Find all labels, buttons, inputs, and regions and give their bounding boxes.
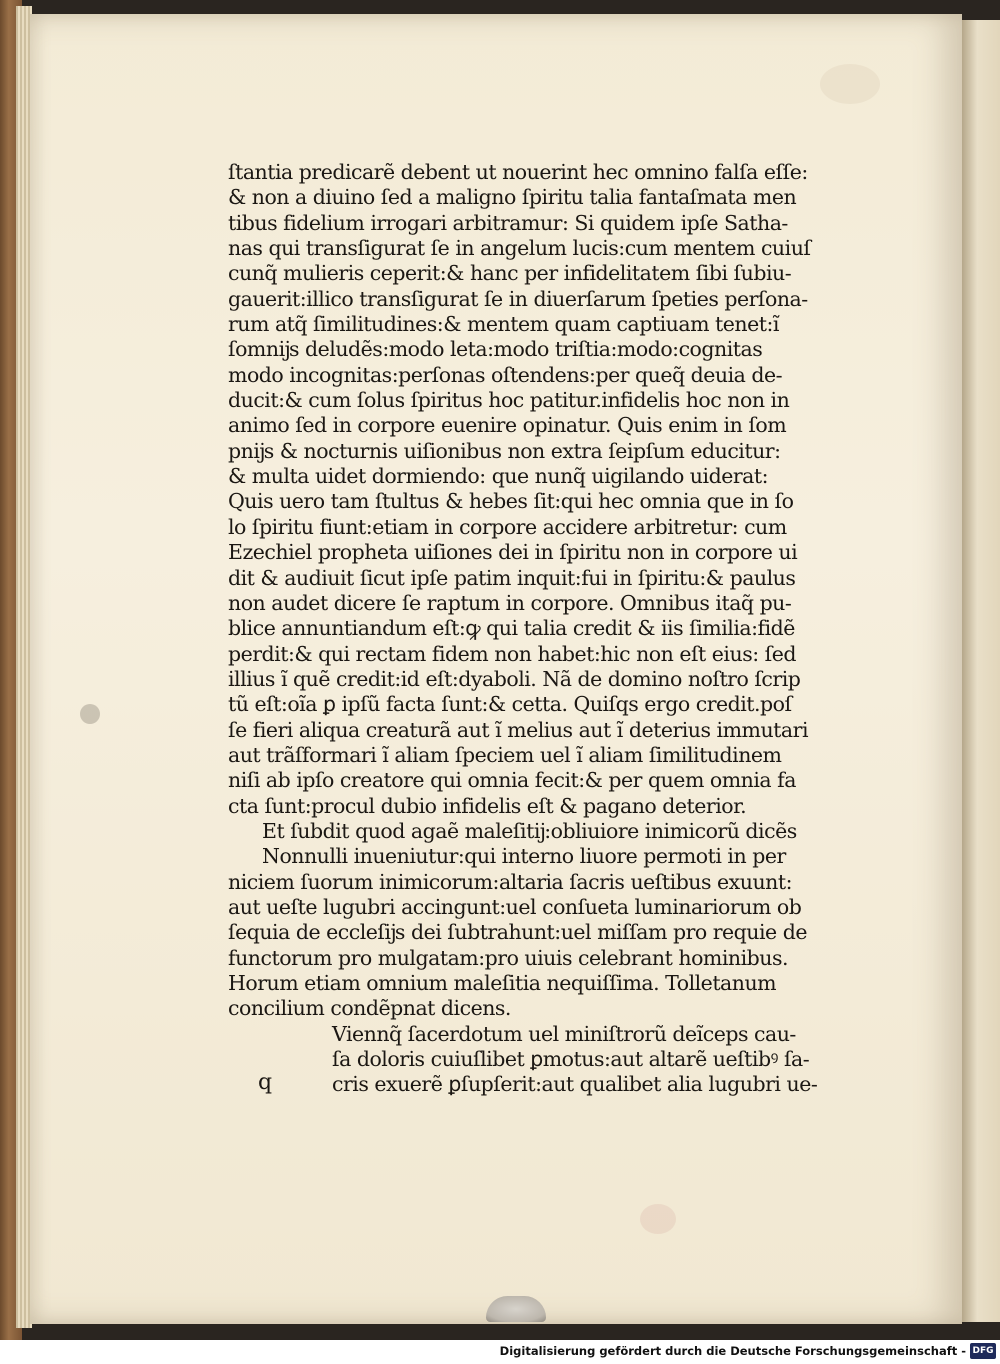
book-clasp: [486, 1296, 546, 1322]
text-line: ducit:& cum ſolus ſpiritus hoc patitur.infidelis hoc non in: [228, 388, 790, 413]
page-stain: [80, 704, 100, 724]
text-line: cunq̃ mulieris ceperit:& hanc per infidelitatem ſibi ſubiu-: [228, 261, 792, 286]
text-line: cta ſunt:procul dubio infidelis eſt & pagano deterior.: [228, 793, 747, 818]
text-line: & non a diuino ſed a maligno ſpiritu talia fantaſmata men: [228, 185, 797, 210]
text-line: aut trãſformari ĩ aliam ſpeciem uel ĩ aliam ſimilitudinem: [228, 742, 782, 767]
text-line: ſa doloris cuiuſlibet ꝑmotus:aut altarẽ ueſtibꝰ ſa-: [332, 1047, 810, 1072]
facing-page-edge: [962, 20, 1000, 1322]
text-line: ſtantia predicarẽ debent ut nouerint hec omnino falſa eſſe:: [228, 160, 808, 184]
text-line: gauerit:illico transſigurat ſe in diuerſarum ſpeties perſona-: [228, 286, 808, 311]
text-line: blice annuntiandum eſt:ꝙ qui talia credit & iis ſimilia:fidẽ: [228, 616, 795, 641]
text-line: ſe fieri aliqua creaturã aut ĩ melius aut ĩ deterius immutari: [228, 717, 808, 742]
text-line: tibus fidelium irrogari arbitramur: Si quidem ipſe Satha-: [228, 210, 788, 235]
initial-space-block: [228, 1022, 852, 1098]
text-line: functorum pro mulgatam:pro uiuis celebrant hominibus.: [228, 945, 789, 970]
text-line: rum atq̃ ſimilitudines:& mentem quam captiuam tenet:ĩ: [228, 312, 779, 337]
text-line: ſequia de eccleſĳs dei ſubtrahunt:uel miſſam pro requie de: [228, 920, 807, 945]
footer-bar: [0, 1340, 1000, 1364]
text-line: dit & audiuit ſicut ipſe patim inquit:fui in ſpiritu:& paulus: [228, 565, 796, 590]
text-line: cris exuerẽ ꝑſupſerit:aut qualibet alia lugubri ue-: [332, 1072, 818, 1097]
text-line: non audet dicere ſe raptum in corpore. Omnibus itaq̃ pu-: [228, 590, 792, 615]
text-line: tũ eſt:oĩa ꝑ ipſũ facta ſunt:& cetta. Quiſqs ergo credit.poſ: [228, 692, 792, 717]
text-line: aut ueſte lugubri accingunt:uel conſueta luminariorum ob: [228, 894, 802, 919]
text-line: Ezechiel propheta uiſiones dei in ſpiritu non in corpore ui: [228, 540, 798, 565]
text-block: [228, 160, 852, 1098]
text-line: Viennq̃ ſacerdotum uel miniſtrorũ deĩceps cau-: [332, 1021, 796, 1046]
text-line: lo ſpiritu fiunt:etiam in corpore accidere arbitretur: cum: [228, 514, 787, 539]
text-line: animo ſed in corpore euenire opinatur. Quis enim in ſom: [228, 413, 787, 438]
page-stain: [640, 1204, 676, 1234]
text-line: nas qui transſigurat ſe in angelum lucis:cum mentem cuiuſ: [228, 236, 811, 261]
page-stain: [820, 64, 880, 104]
text-line: Quis uero tam ſtultus & hebes ſit:qui hec omnia que in ſo: [228, 489, 794, 514]
text-line: Et ſubdit quod agaẽ maleſitĳ:obliuiore inimicorũ dicẽs: [262, 818, 797, 843]
text-line: pnĳs & nocturnis uiſionibus non extra ſeipſum educitur:: [228, 438, 781, 463]
text-line: Horum etiam omnium maleſitia nequiſſima. Tolletanum: [228, 971, 777, 995]
text-line: ſomnĳs deludẽs:modo leta:modo triſtia:modo:cognitas: [228, 337, 763, 362]
footer-credit: Digitalisierung gefördert durch die Deutsche Forschungsgemeinschaft -: [499, 1344, 966, 1358]
text-line: perdit:& qui rectam fidem non habet:hic non eſt eius: ſed: [228, 641, 796, 666]
text-line: concilium condẽpnat dicens.: [228, 996, 511, 1021]
text-line: & multa uidet dormiendo: que nunq̃ uigilando uiderat:: [228, 464, 768, 489]
guide-letter: q: [258, 1070, 273, 1095]
dfg-logo: DFG: [970, 1343, 996, 1359]
text-line: modo incognitas:perſonas oſtendens:per queq̃ deuia de-: [228, 362, 783, 387]
text-line: illius ĩ quẽ credit:id eſt:dyaboli. Nã de domino noſtro ſcrip: [228, 666, 801, 691]
text-line: niciem ſuorum inimicorum:altaria ſacris ueſtibus exuunt:: [228, 869, 792, 894]
text-line: Nonnulli inueniutur:qui interno liuore permoti in per: [262, 844, 786, 869]
text-line: niſi ab ipſo creatore qui omnia fecit:& per quem omnia fa: [228, 768, 796, 793]
